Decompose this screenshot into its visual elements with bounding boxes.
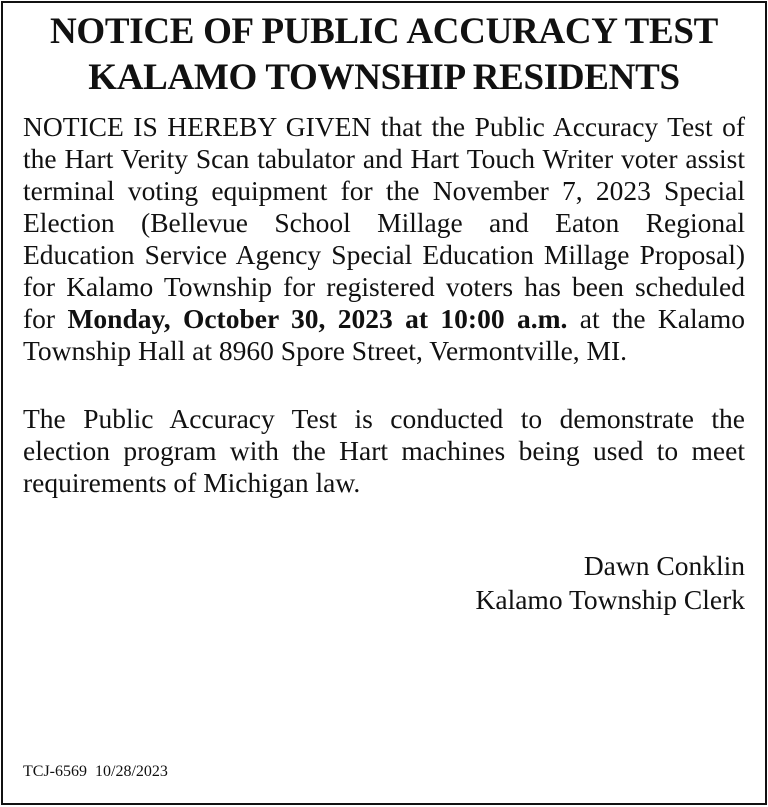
paragraph-1-text-before: NOTICE IS HEREBY GIVEN that the Public Accuracy Test of the Hart Verity Scan tabulator and Hart Touch Writer voter assist terminal voting equipment for the November 7, 2023 Special Election (Bellevue School Millage and Eaton Regional Education Service Agency Special Education Millage Proposal) for Kalamo Township for registered voters has been scheduled for <box>23 111 745 334</box>
signature-block <box>23 549 745 617</box>
signature-title: Kalamo Township Clerk <box>475 584 745 615</box>
notice-headline <box>23 3 745 101</box>
notice-paragraph-1 <box>23 111 745 367</box>
headline-line-1: NOTICE OF PUBLIC ACCURACY TEST <box>49 11 719 52</box>
paragraph-1-text-after: at the Kalamo Township Hall at 8960 Spore Street, Vermontville, MI. <box>23 303 745 366</box>
footer-code: TCJ-6569 <box>23 763 87 780</box>
public-notice <box>1 1 767 805</box>
headline-line-2: KALAMO TOWNSHIP RESIDENTS <box>88 57 680 98</box>
notice-paragraph-2: The Public Accuracy Test is conducted to demonstrate the election program with the Hart machines being used to meet requirements of Michigan law. <box>23 403 745 498</box>
notice-footer-id <box>23 763 168 781</box>
signature-name: Dawn Conklin <box>583 550 745 581</box>
footer-date: 10/28/2023 <box>95 763 168 780</box>
test-date-time: Monday, October 30, 2023 at 10:00 a.m. <box>67 303 568 334</box>
